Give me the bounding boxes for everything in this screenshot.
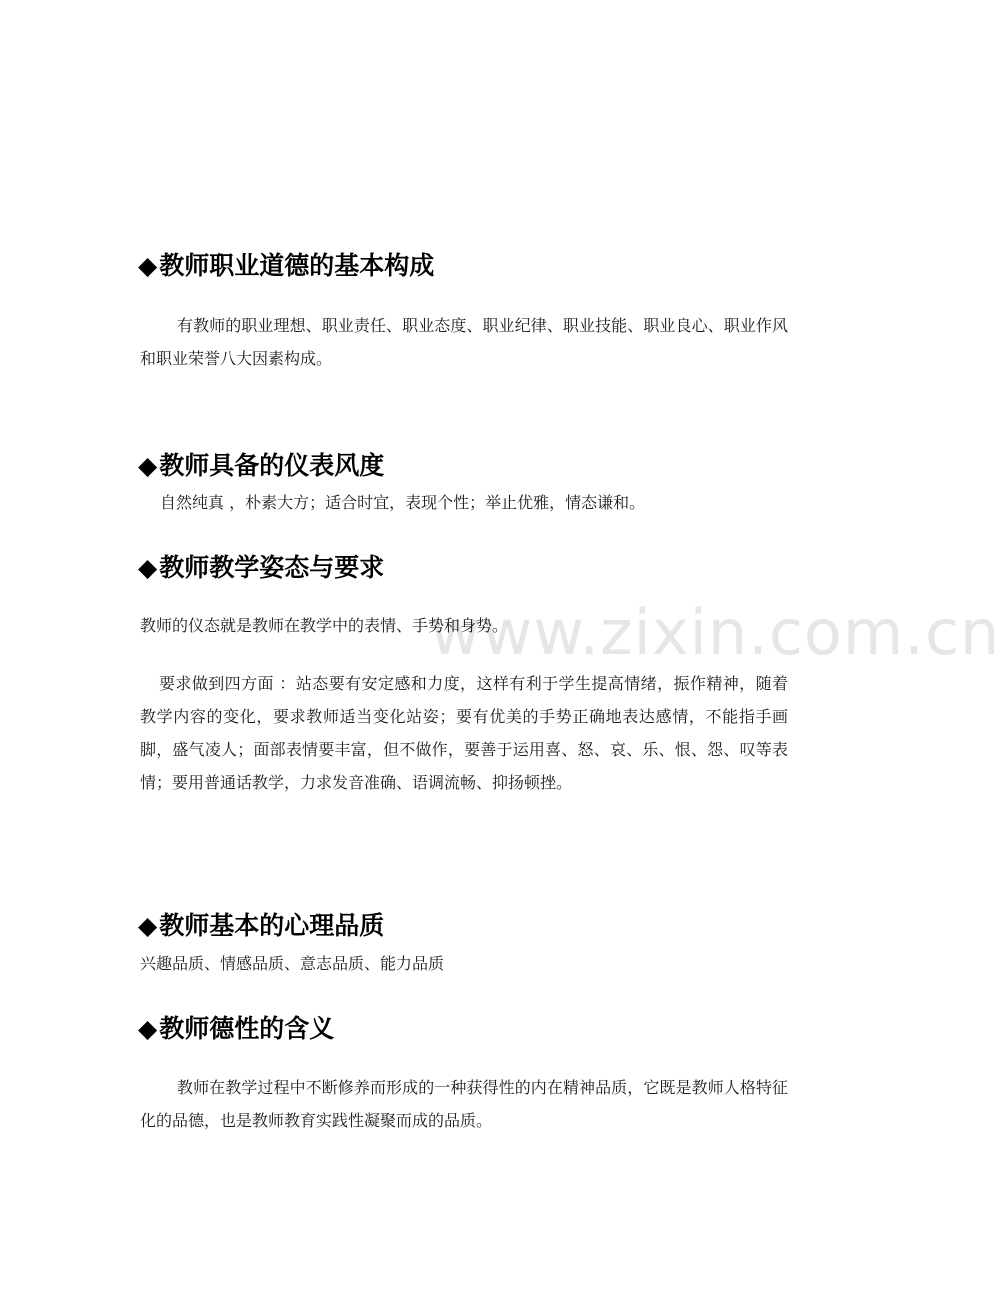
heading-teaching-posture: ◆教师教学姿态与要求 — [138, 553, 385, 582]
diamond-bullet-icon: ◆ — [138, 553, 158, 582]
paragraph-psychological-qualities: 兴趣品质、情感品质、意志品质、能力品质 — [140, 954, 445, 973]
diamond-bullet-icon: ◆ — [138, 911, 158, 940]
paragraph-teaching-posture-requirements: 要求做到四方面 ：站态要有安定感和力度，这样有利于学生提高情绪，振作精神，随着教学内容的变化，要求教师适当变化站姿；要有优美的手势正确地表达感情，不能指手画脚，盛气凌人；面部表情要丰富，但不做作，要善于运用喜、怒、哀、乐、恨、怨、叹等表情；要用普通话教学，力求发音准确、语调流畅、抑扬顿挫。 — [140, 674, 788, 792]
paragraph-teacher-virtue: 教师在教学过程中不断修养而形成的一种获得性的内在精神品质，它既是教师人格特征化的品德，也是教师教育实践性凝聚而成的品质。 — [140, 1078, 788, 1130]
paragraph-appearance-manner: 自然纯真 ，朴素大方；适合时宜，表现个性；举止优雅，情态谦和。 — [160, 493, 646, 512]
heading-appearance-manner: ◆教师具备的仪表风度 — [138, 451, 385, 480]
diamond-bullet-icon: ◆ — [138, 451, 158, 480]
paragraph-professional-ethics: 有教师的职业理想、职业责任、职业态度、职业纪律、职业技能、职业良心、职业作风和职业荣誉八大因素构成。 — [140, 316, 788, 368]
heading-professional-ethics: ◆教师职业道德的基本构成 — [138, 251, 435, 280]
diamond-bullet-icon: ◆ — [138, 1014, 158, 1043]
diamond-bullet-icon: ◆ — [138, 251, 158, 280]
heading-psychological-qualities: ◆教师基本的心理品质 — [138, 911, 385, 940]
paragraph-teaching-posture-definition: 教师的仪态就是教师在教学中的表情、手势和身势。 — [140, 616, 509, 635]
heading-teacher-virtue: ◆教师德性的含义 — [138, 1014, 335, 1043]
watermark: www.zixin.com.cn — [430, 596, 1000, 669]
